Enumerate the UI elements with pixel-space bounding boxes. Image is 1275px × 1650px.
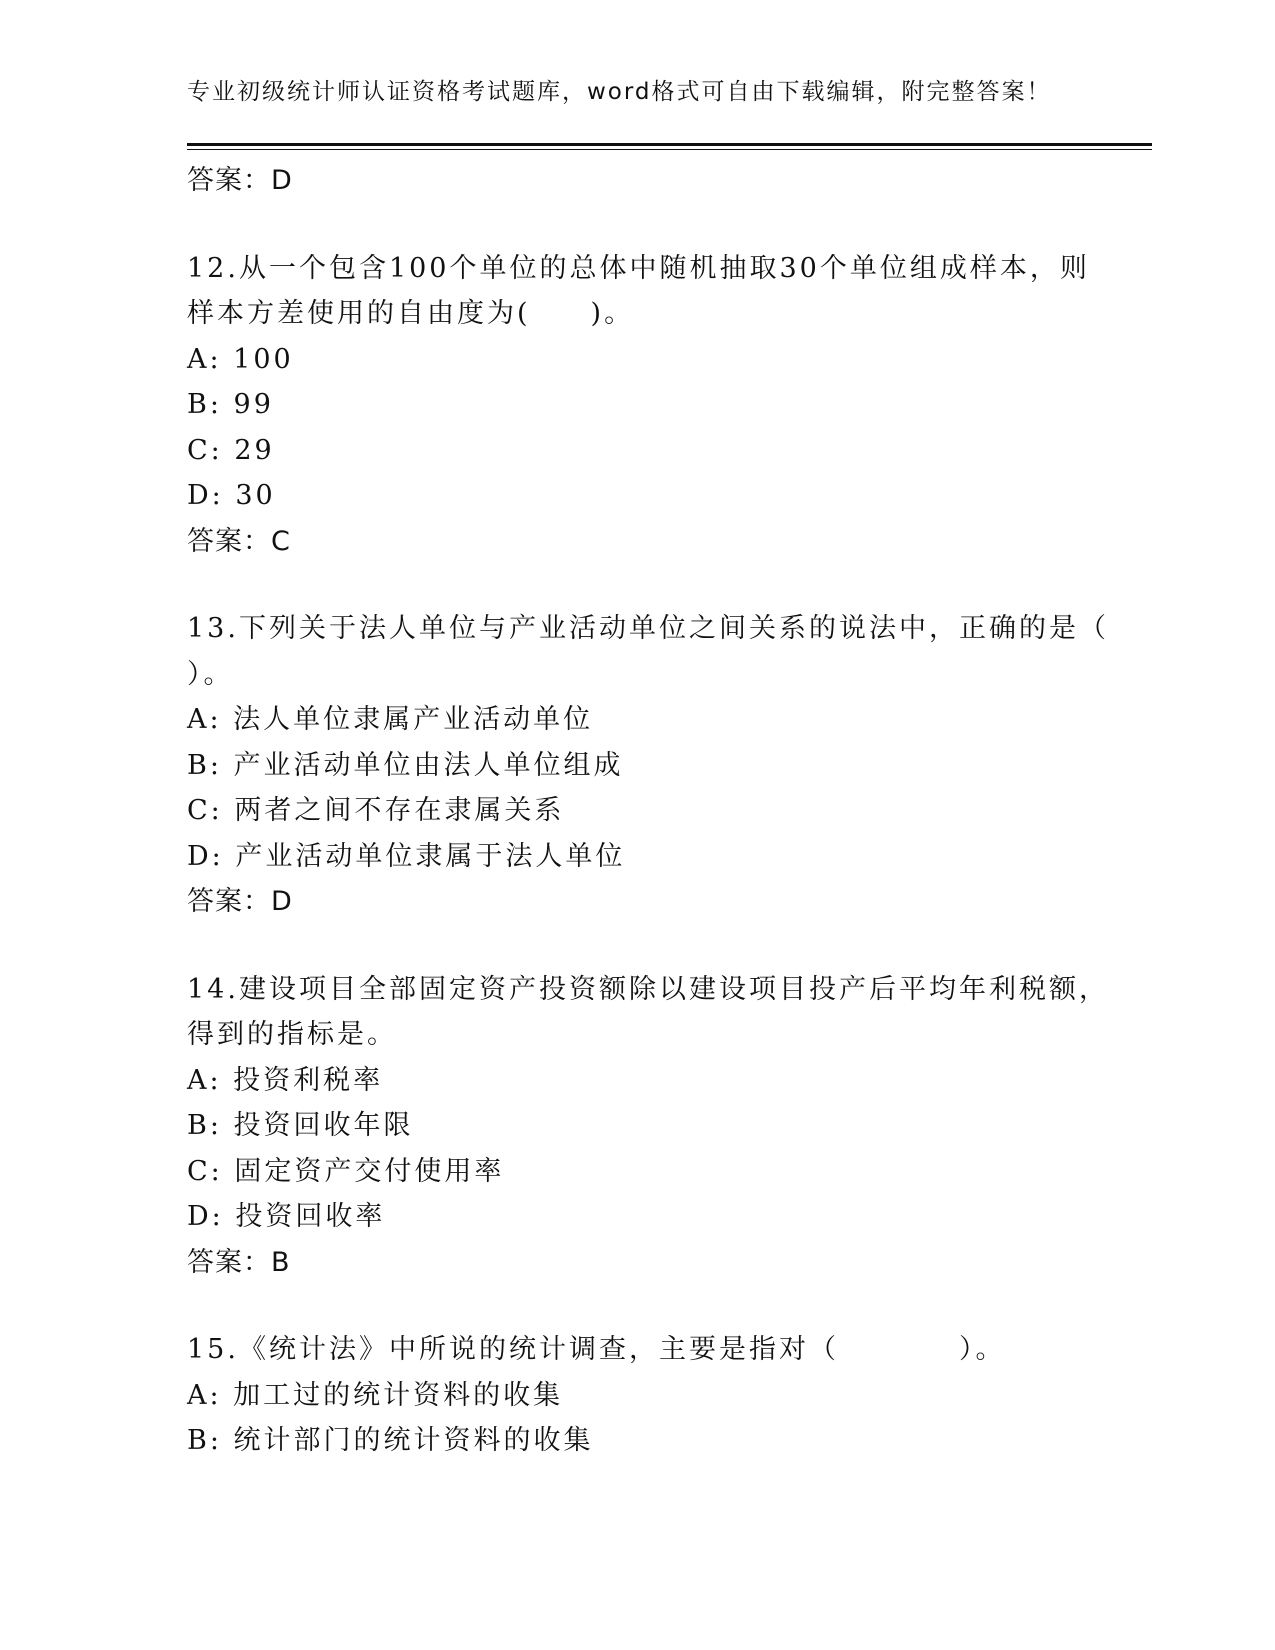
option-a: A: 投资利税率 <box>187 1064 384 1096</box>
answer-line: 答案：C <box>187 525 291 557</box>
option-c: C: 29 <box>187 434 275 466</box>
question-gap <box>187 204 1087 246</box>
option-b: B: 统计部门的统计资料的收集 <box>187 1425 594 1456</box>
option-c: C: 固定资产交付使用率 <box>187 1155 505 1187</box>
header-text: 专业初级统计师认证资格考试题库，word格式可自由下载编辑，附完整答案！ <box>187 79 1052 105</box>
option-b: B: 投资回收年限 <box>187 1110 414 1141</box>
question-14 <box>187 967 1109 1286</box>
answer-line: 答案：B <box>187 1246 291 1278</box>
question-stem: 15.《统计法》中所说的统计调查，主要是指对（ ）。 <box>187 1334 1006 1365</box>
question-gap <box>187 1285 1087 1327</box>
question-stem: ）。 <box>187 658 234 690</box>
option-a: A: 加工过的统计资料的收集 <box>187 1379 564 1411</box>
question-stem: 得到的指标是。 <box>187 1019 397 1050</box>
question-12 <box>187 246 1090 565</box>
option-d: D: 投资回收率 <box>187 1201 386 1232</box>
answer-line: 答案：D <box>187 165 293 196</box>
option-d: D: 产业活动单位隶属于法人单位 <box>187 840 626 872</box>
question-stem: 样本方差使用的自由度为( )。 <box>187 298 635 329</box>
question-13 <box>187 606 1109 925</box>
question-gap <box>187 564 1087 606</box>
option-b: B: 产业活动单位由法人单位组成 <box>187 749 624 781</box>
option-b: B: 99 <box>187 389 274 420</box>
option-a: A: 100 <box>187 343 294 375</box>
question-gap <box>187 925 1087 967</box>
option-c: C: 两者之间不存在隶属关系 <box>187 795 565 826</box>
question-stem: 12.从一个包含100个单位的总体中随机抽取30个单位组成样本，则 <box>187 252 1090 284</box>
header-rule-thick <box>187 143 1152 146</box>
question-stem: 13.下列关于法人单位与产业活动单位之间关系的说法中，正确的是（ <box>187 613 1109 644</box>
option-a: A: 法人单位隶属产业活动单位 <box>187 704 594 735</box>
question-15 <box>187 1327 1087 1464</box>
option-d: D: 30 <box>187 480 276 511</box>
question-stem: 14.建设项目全部固定资产投资额除以建设项目投产后平均年利税额， <box>187 973 1109 1005</box>
header-rule-thin <box>187 149 1152 150</box>
document-body <box>187 158 1109 1464</box>
answer-line: 答案：D <box>187 886 293 917</box>
